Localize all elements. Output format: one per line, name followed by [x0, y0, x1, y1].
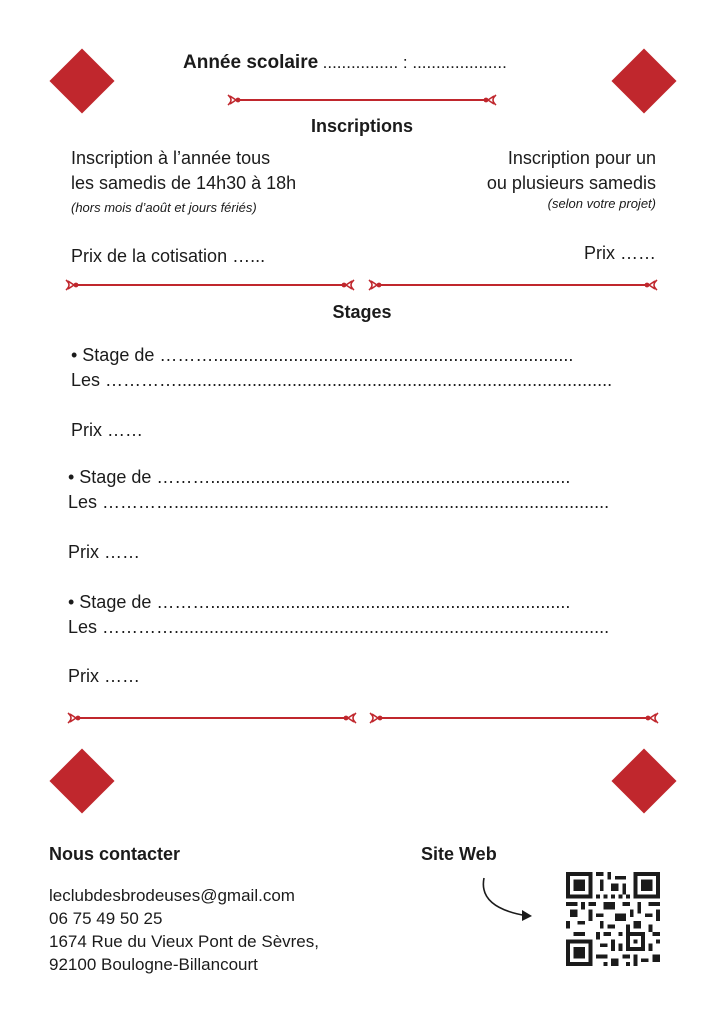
contact-address-line1: 1674 Rue du Vieux Pont de Sèvres,: [49, 932, 319, 951]
inscriptions-heading: Inscriptions: [310, 116, 413, 136]
inscription-yearly-note: (hors mois d’août et jours fériés): [71, 200, 257, 215]
decor-diamond-bottom-right: [611, 748, 676, 813]
decor-diamond-top-right: [611, 48, 676, 113]
price-saturday: Prix ……: [584, 243, 656, 263]
ornament-divider-left-2: [66, 711, 358, 725]
school-year-blank: ................ : ....................: [322, 53, 507, 72]
stage-1-title: • Stage de ………........................................................................: [71, 345, 574, 365]
contact-phone[interactable]: 06 75 49 50 25: [49, 909, 163, 928]
inscription-yearly-line2: les samedis de 14h30 à 18h: [71, 173, 297, 193]
contact-heading: Nous contacter: [49, 844, 181, 864]
stage-3-price: Prix ……: [68, 666, 140, 686]
contact-address-line2: 92100 Boulogne-Billancourt: [49, 955, 258, 974]
ornament-divider-top: [226, 93, 498, 107]
ornament-divider-left-1: [64, 278, 356, 292]
decor-diamond-top-left: [49, 48, 114, 113]
stage-1-price: Prix ……: [71, 420, 143, 440]
stage-2-title: • Stage de ………........................................................................: [68, 467, 571, 487]
ornament-divider-right-1: [367, 278, 659, 292]
ornament-divider-right-2: [368, 711, 660, 725]
stage-2-dates: Les ………….......................................................................................: [68, 492, 610, 512]
price-cotisation: Prix de la cotisation …...: [71, 246, 266, 266]
inscription-saturday-note: (selon votre projet): [547, 196, 656, 211]
stage-1-dates: Les ………….......................................................................................: [71, 370, 613, 390]
inscription-saturday-line1: Inscription pour un: [507, 148, 656, 168]
school-year-label: Année scolaire: [183, 52, 319, 73]
contact-email[interactable]: leclubdesbrodeuses@gmail.com: [49, 886, 295, 905]
inscription-yearly-line1: Inscription à l’année tous: [71, 148, 271, 168]
stage-3-title: • Stage de ………........................................................................: [68, 592, 571, 612]
website-heading: Site Web: [421, 844, 497, 864]
stage-3-dates: Les ………….......................................................................................: [68, 617, 610, 637]
school-year-line: [183, 52, 507, 74]
stages-heading: Stages: [332, 302, 392, 322]
stage-2-price: Prix ……: [68, 542, 140, 562]
curved-arrow-icon: [478, 874, 540, 926]
inscription-saturday-line2: ou plusieurs samedis: [486, 173, 656, 193]
qr-code-icon[interactable]: [566, 872, 660, 966]
decor-diamond-bottom-left: [49, 748, 114, 813]
